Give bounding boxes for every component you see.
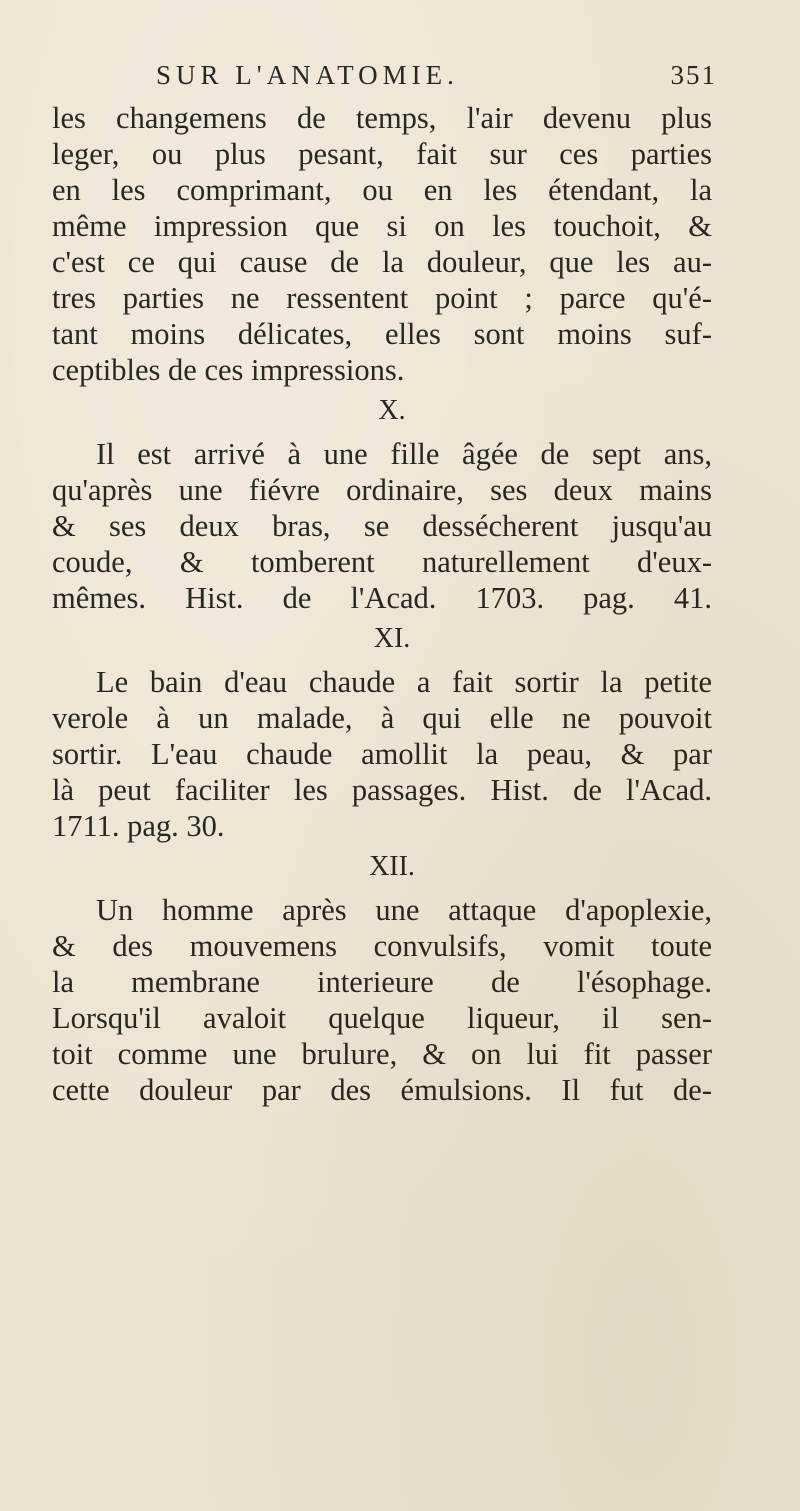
text-line: tant moins délicates, elles sont moins suf- xyxy=(52,317,712,351)
text-line: Lorsqu'il avaloit quelque liqueur, il sen- xyxy=(52,1001,712,1035)
running-head xyxy=(52,60,717,100)
text-line: là peut faciliter les passages. Hist. de l'Acad. xyxy=(52,773,712,807)
text-line: même impression que si on les touchoit, & xyxy=(52,209,712,243)
text-line: c'est ce qui cause de la douleur, que les au- xyxy=(52,245,712,279)
text-line: & des mouvemens convulsifs, vomit toute xyxy=(52,929,712,963)
text-line: 1711. pag. 30. xyxy=(52,809,225,843)
section-x-paragraph xyxy=(52,436,712,616)
text-line: tres parties ne ressentent point ; parce qu'é- xyxy=(52,281,712,315)
running-head-title: SUR L'ANATOMIE. xyxy=(156,60,459,90)
text-line: les changemens de temps, l'air devenu plus xyxy=(52,101,712,135)
text-line: verole à un malade, à qui elle ne pouvoit xyxy=(52,701,712,735)
text-line: Il est arrivé à une fille âgée de sept ans, xyxy=(96,437,712,471)
text-line: leger, ou plus pesant, fait sur ces parties xyxy=(52,137,712,171)
text-line: toit comme une brulure, & on lui fit passer xyxy=(52,1037,712,1071)
text-line: la membrane interieure de l'ésophage. xyxy=(52,965,712,999)
text-line: ceptibles de ces impressions. xyxy=(52,353,405,387)
section-xi-paragraph xyxy=(52,664,712,844)
text-line: Un homme après une attaque d'apoplexie, xyxy=(96,893,712,927)
section-number-xii: XII. xyxy=(369,851,415,882)
section-number-x: X. xyxy=(378,395,406,426)
text-line: coude, & tomberent naturellement d'eux- xyxy=(52,545,712,579)
paragraph-continued xyxy=(52,100,712,388)
text-line: Le bain d'eau chaude a fait sortir la petite xyxy=(96,665,712,699)
section-number-xi: XI. xyxy=(373,623,411,654)
text-line: en les comprimant, ou en les étendant, la xyxy=(52,173,712,207)
text-line: qu'après une fiévre ordinaire, ses deux mains xyxy=(52,473,712,507)
section-xii-paragraph xyxy=(52,892,712,1108)
text-line: sortir. L'eau chaude amollit la peau, & par xyxy=(52,737,712,771)
page-text xyxy=(52,60,717,1108)
text-line: & ses deux bras, se dessécherent jusqu'au xyxy=(52,509,712,543)
page-number: 351 xyxy=(670,60,717,90)
text-line: cette douleur par des émulsions. Il fut de- xyxy=(52,1073,712,1107)
text-line: mêmes. Hist. de l'Acad. 1703. pag. 41. xyxy=(52,581,712,615)
